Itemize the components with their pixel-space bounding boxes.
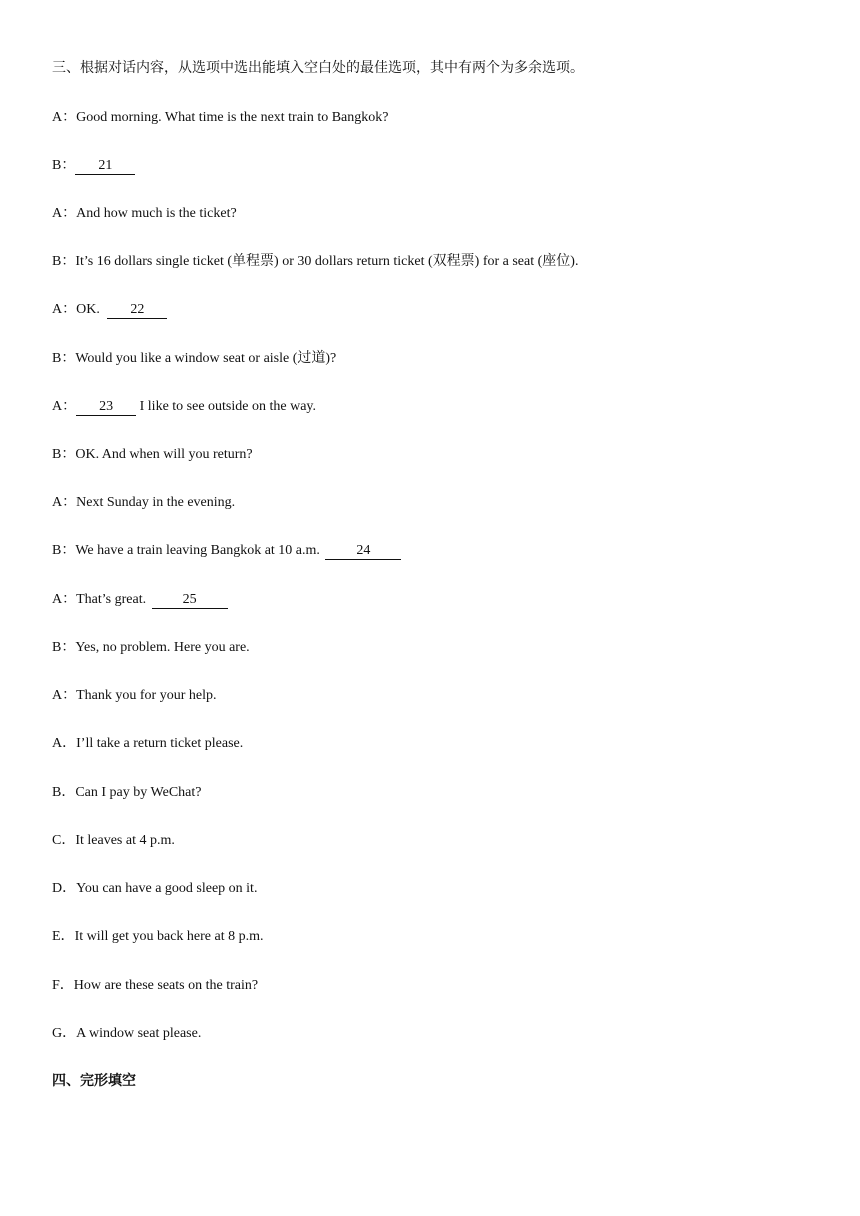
option-b[interactable] [52,783,201,803]
dialogue-text: OK. [76,302,104,317]
option-text: Can I pay by WeChat? [75,785,202,800]
option-g[interactable] [52,1024,201,1044]
speaker-label: A： [52,206,77,221]
dialogue-line-6 [52,349,336,369]
dialogue-line-8 [52,445,253,465]
option-text: You can have a good sleep on it. [76,881,258,896]
speaker-label: A： [52,688,77,703]
speaker-label: B： [52,640,76,655]
dialogue-line-13 [52,686,216,706]
dialogue-text: Yes, no problem. Here you are. [75,640,250,655]
option-letter: B． [52,785,76,800]
answer-blank-22[interactable]: 22 [107,302,167,319]
option-letter: A． [52,736,77,751]
speaker-label: B： [52,447,76,462]
answer-blank-24[interactable]: 24 [325,543,401,560]
option-letter: F． [52,978,74,993]
dialogue-text: It’s 16 dollars single ticket (单程票) or 30 dollars return ticket (双程票) for a seat (座位). [75,254,579,269]
dialogue-text: Would you like a window seat or aisle (过道)? [75,351,337,366]
option-c[interactable] [52,831,175,851]
option-letter: G． [52,1026,77,1041]
dialogue-line-3 [52,204,237,224]
dialogue-line-12 [52,638,250,658]
dialogue-text: We have a train leaving Bangkok at 10 a.m. [75,543,324,558]
speaker-label: A： [52,592,77,607]
dialogue-line-1 [52,108,388,128]
dialogue-line-9 [52,493,235,513]
section-4-title: 四、完形填空 [52,1074,136,1089]
dialogue-text: Thank you for your help. [76,688,217,703]
dialogue-text: That’s great. [76,592,150,607]
speaker-label: B： [52,543,76,558]
dialogue-line-10 [52,541,401,561]
dialogue-line-5 [52,300,167,320]
dialogue-text: I like to see outside on the way. [136,399,317,414]
speaker-label: B： [52,158,76,173]
dialogue-line-7 [52,397,316,417]
option-d[interactable] [52,879,257,899]
answer-blank-23[interactable]: 23 [76,399,136,416]
dialogue-text: And how much is the ticket? [76,206,237,221]
dialogue-line-11 [52,590,228,610]
dialogue-text: Next Sunday in the evening. [76,495,236,510]
dialogue-line-2 [52,156,135,176]
section-3-title: 三、根据对话内容，从选项中选出能填入空白处的最佳选项，其中有两个为多余选项。 [52,61,584,76]
option-letter: C． [52,833,76,848]
dialogue-text: Good morning. What time is the next train to Bangkok? [76,110,389,125]
speaker-label: A： [52,110,77,125]
answer-blank-21[interactable]: 21 [75,158,135,175]
speaker-label: A： [52,302,77,317]
speaker-label: A： [52,399,77,414]
dialogue-line-4 [52,252,578,272]
option-letter: E． [52,929,75,944]
speaker-label: B： [52,254,76,269]
speaker-label: B： [52,351,76,366]
speaker-label: A： [52,495,77,510]
answer-blank-25[interactable]: 25 [152,592,228,609]
option-text: A window seat please. [76,1026,202,1041]
dialogue-text: OK. And when will you return? [75,447,253,462]
option-text: How are these seats on the train? [73,978,259,993]
option-text: It will get you back here at 8 p.m. [74,929,264,944]
option-a[interactable] [52,734,243,754]
option-text: I’ll take a return ticket please. [76,736,244,751]
option-f[interactable] [52,976,258,996]
option-letter: D． [52,881,77,896]
option-e[interactable] [52,927,264,947]
option-text: It leaves at 4 p.m. [75,833,175,848]
